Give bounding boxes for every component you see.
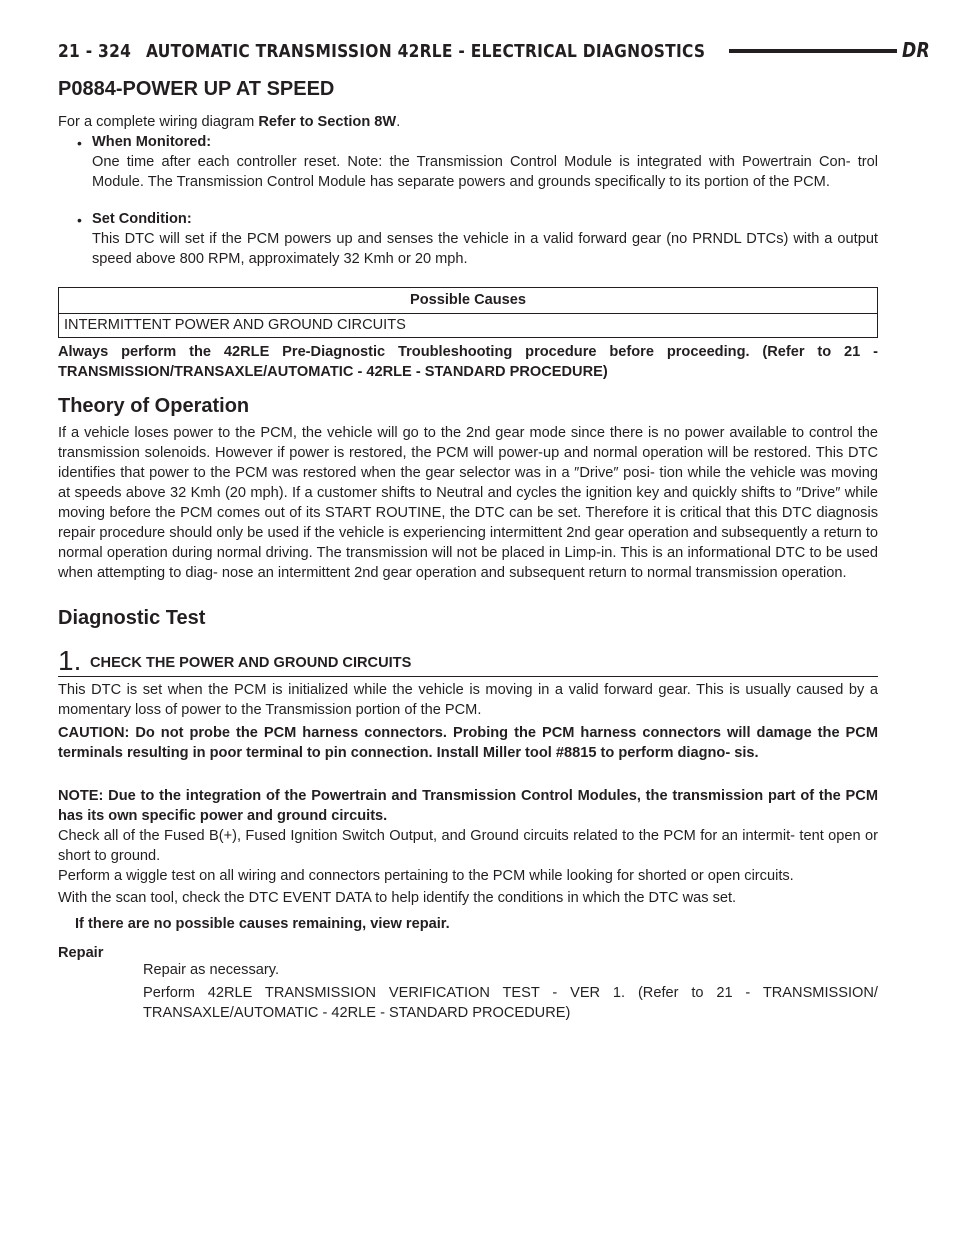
possible-cause-row: INTERMITTENT POWER AND GROUND CIRCUITS xyxy=(64,317,406,333)
bullet-icon: • xyxy=(77,135,82,151)
integration-note: NOTE: Due to the integration of the Powertrain and Transmission Control Modules, the transmission part of the PCM has its own specific power and ground circuits. xyxy=(58,788,878,824)
when-monitored-label: When Monitored: xyxy=(92,134,212,150)
scan-tool-text: With the scan tool, check the DTC EVENT DATA to help identify the conditions in which the DTC was set. xyxy=(58,890,737,906)
caution-note: CAUTION: Do not probe the PCM harness connectors. Probing the PCM harness connectors will damage the PCM terminals resulting in poor terminal to pin connection. Install Miller tool #8815 to perform diagno- sis. xyxy=(58,725,878,761)
page-header xyxy=(58,38,931,64)
model-code: DR xyxy=(902,38,931,62)
wiggle-test-text: Perform a wiggle test on all wiring and connectors pertaining to the PCM while looking for shorted or open circuits. xyxy=(58,868,794,884)
verification-test-text: Perform 42RLE TRANSMISSION VERIFICATION TEST - VER 1. (Refer to 21 - TRANSMISSION/ TRANSAXLE/AUTOMATIC - 42RLE - STANDARD PROCEDURE) xyxy=(143,985,878,1021)
no-causes-link[interactable]: If there are no possible causes remaining, view repair. xyxy=(75,916,450,932)
dtc-title: P0884-POWER UP AT SPEED xyxy=(58,78,335,100)
pre-diagnostic-note: Always perform the 42RLE Pre-Diagnostic Troubleshooting procedure before proceeding. (Refer to 21 - TRANSMISSION/TRANSAXLE/AUTOMATIC - 42RLE - STANDARD PROCEDURE) xyxy=(58,344,878,380)
check-circuits-text: Check all of the Fused B(+), Fused Ignition Switch Output, and Ground circuits related to the PCM for an intermit- tent open or short to ground. xyxy=(58,828,878,864)
when-monitored-text: One time after each controller reset. Note: the Transmission Control Module is integrated with Powertrain Con- trol Module. The Transmission Control Module has separate powers and grounds specifically to its portion of the PCM. xyxy=(92,154,878,190)
step-intro: This DTC is set when the PCM is initialized while the vehicle is moving in a valid forward gear. This is usually caused by a momentary loss of power to the Transmission portion of the PCM. xyxy=(58,682,878,718)
repair-label: Repair xyxy=(58,945,104,961)
set-condition-label: Set Condition: xyxy=(92,211,192,227)
diagnostic-heading: Diagnostic Test xyxy=(58,607,206,629)
header-rule xyxy=(729,49,897,53)
wiring-link[interactable]: Refer to Section 8W xyxy=(258,114,397,130)
possible-causes-header: Possible Causes xyxy=(59,288,877,314)
page-number: 21 - 324 xyxy=(58,40,132,62)
repair-as-necessary: Repair as necessary. xyxy=(143,962,279,978)
step-rule xyxy=(58,676,878,677)
section-title: AUTOMATIC TRANSMISSION 42RLE - ELECTRICAL DIAGNOSTICS xyxy=(146,40,706,62)
possible-causes-table xyxy=(58,287,878,338)
theory-heading: Theory of Operation xyxy=(58,395,250,417)
wiring-reference xyxy=(58,112,878,132)
wiring-suffix: . xyxy=(396,114,401,130)
step-number: 1. xyxy=(58,645,82,676)
step-title: CHECK THE POWER AND GROUND CIRCUITS xyxy=(90,655,412,671)
set-condition-text: This DTC will set if the PCM powers up and senses the vehicle in a valid forward gear (no PRNDL DTCs) with a output speed above 800 RPM, approximately 32 Kmh or 20 mph. xyxy=(92,231,878,267)
wiring-prefix: For a complete wiring diagram xyxy=(58,114,259,130)
bullet-icon: • xyxy=(77,212,82,228)
theory-text: If a vehicle loses power to the PCM, the vehicle will go to the 2nd gear mode since there is no power available to control the transmission solenoids. However if power is restored, the PCM will power-up and normal operation will be restored. This DTC identifies that power to the PCM was restored when the gear selector was in a ″Drive″ posi- tion while the vehicle was moving at speeds above 32 Kmh (20 mph). If a customer shifts to Neutral and cycles the ignition key and quickly shifts to ″Drive″ while moving before the PCM comes out of its START ROUTINE, the DTC can be set. Therefore it is critical that this DTC diagnosis repair procedure should only be used if the vehicle is experiencing intermittent 2nd gear operation and subsequently a return to normal operation during normal driving. The transmission will not be placed in Limp-in. This is an informational DTC to be used when attempting to diag- nose an intermittent 2nd gear operation and subsequent return to normal transmission operation. xyxy=(58,425,878,581)
